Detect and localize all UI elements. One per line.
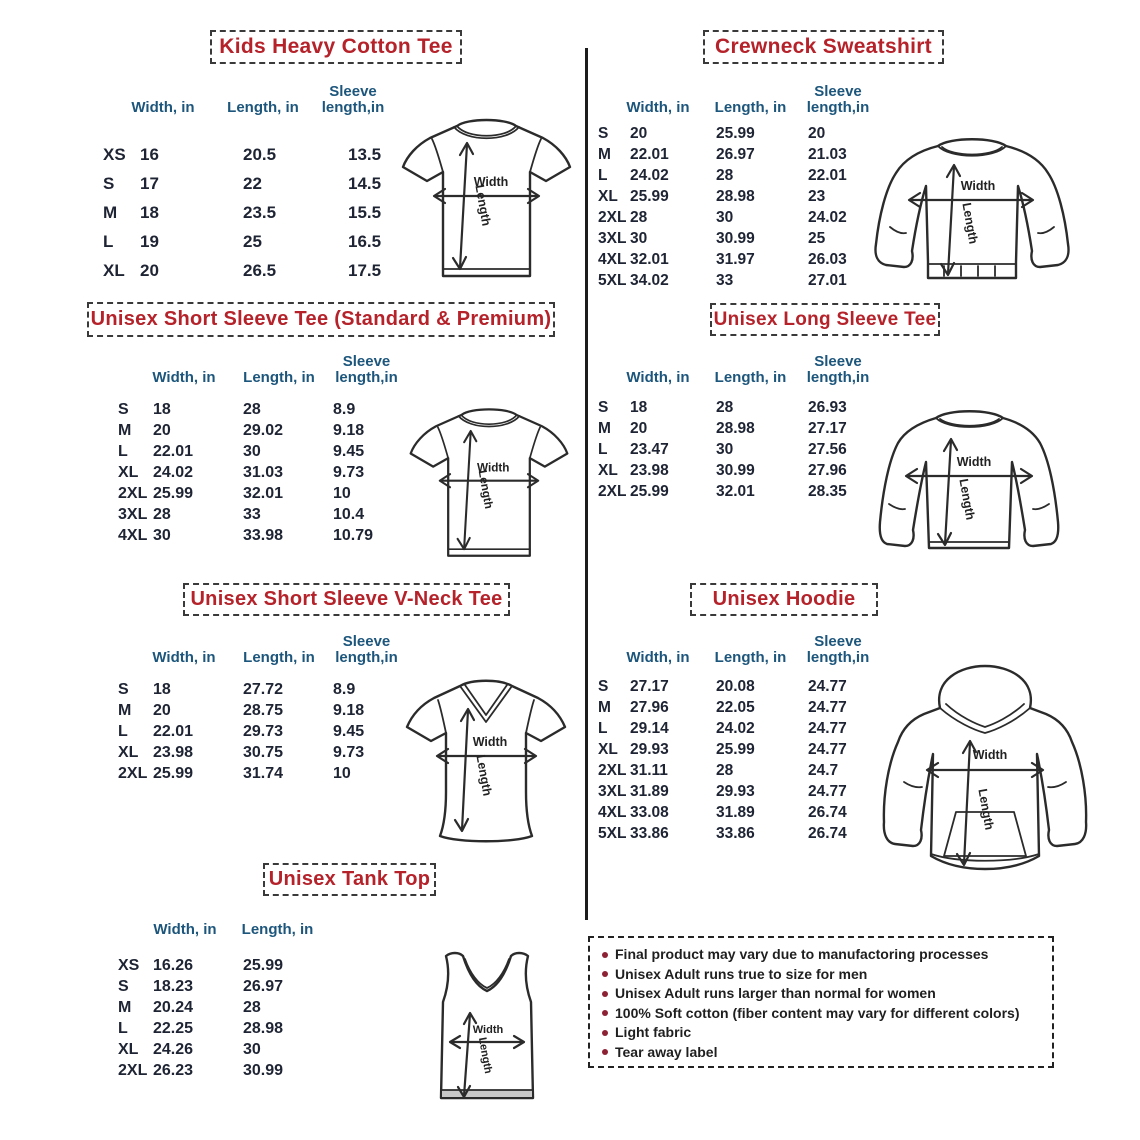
note-item [602,965,1040,985]
measurement-value: 29.14 [630,719,669,737]
measurement-value: 24.77 [808,782,847,800]
table-row [118,997,333,1018]
tee-illustration [393,110,580,288]
table-row [598,481,888,502]
note-text: Unisex Adult runs true to size for men [615,965,868,982]
measurement-value: 32.01 [716,482,755,500]
table-row [598,760,888,781]
bullet-icon [602,1030,608,1036]
column-header-length: Length, in [714,99,787,116]
measurement-value: 23.98 [153,743,194,761]
size-label: L [598,440,608,458]
size-label: 3XL [598,782,627,800]
measurement-value: 29.93 [716,782,755,800]
column-header-length: Length, in [714,369,787,386]
measurement-value: 19 [140,231,159,251]
table-row [118,721,413,742]
measurement-value: 30 [243,1040,261,1058]
measurement-value: 27.17 [630,677,669,695]
size-label: 5XL [598,824,627,842]
size-label: 4XL [598,803,627,821]
table-header-long-sleeve [608,348,883,386]
measurement-value: 32.01 [630,250,669,268]
measurement-value: 25.99 [630,187,669,205]
measurement-value: 28 [243,998,261,1016]
measurement-value: 18 [153,680,171,698]
table-row [598,397,888,418]
measurement-value: 25 [243,231,262,251]
table-row [118,399,413,420]
measurement-value: 26.74 [808,824,847,842]
measurement-value: 20 [630,419,648,437]
table-row [598,207,888,228]
measurement-value: 25.99 [153,764,194,782]
size-label: XL [118,463,139,481]
size-label: L [118,442,128,460]
hoodie-illustration [878,660,1093,888]
table-row [598,249,888,270]
size-label: L [118,1019,128,1037]
table-row [598,439,888,460]
size-label: L [103,231,114,251]
size-label: 3XL [118,505,148,523]
table-row [118,976,333,997]
size-table-kids-tee [103,140,428,285]
column-header-length: Length, in [243,369,315,386]
measurement-value: 30.99 [243,1061,284,1079]
size-label: M [118,421,132,439]
measurement-value: 29.93 [630,740,669,758]
measurement-value: 26.93 [808,398,847,416]
size-label: 2XL [598,761,627,779]
measurement-value: 20.24 [153,998,194,1016]
table-header-hoodie [608,628,883,666]
table-header-vneck [134,628,409,666]
measurement-value: 23 [808,187,826,205]
measurement-value: 10.4 [333,505,365,523]
measurement-value: 22.01 [630,145,669,163]
column-header-sleeve: Sleeve length,in [321,83,385,116]
column-header-sleeve: Sleeve length,in [335,353,398,386]
column-header-length: Length, in [227,99,299,116]
measurement-value: 30 [716,208,734,226]
section-title-vneck: Unisex Short Sleeve V-Neck Tee [183,583,510,616]
table-header-tank [135,908,320,938]
measurement-value: 13.5 [348,144,382,164]
measurement-value: 30.99 [716,461,755,479]
measurement-value: 22 [243,173,262,193]
length-label: Length [472,183,494,228]
width-label: Width [477,461,510,475]
measurement-value: 25.99 [243,956,284,974]
measurement-value: 27.17 [808,419,847,437]
table-row [118,462,413,483]
measurement-value: 8.9 [333,680,356,698]
measurement-value: 18.23 [153,977,194,995]
measurement-value: 33.86 [716,824,755,842]
width-label: Width [960,179,996,193]
size-table-tank [118,955,333,1081]
column-header-width: Width, in [626,649,690,666]
section-title-long-sleeve: Unisex Long Sleeve Tee [710,303,940,336]
measurement-value: 24.02 [153,463,194,481]
column-header-width: Width, in [152,369,216,386]
measurement-value: 20 [808,124,826,142]
table-row [598,739,888,760]
column-header-length: Length, in [243,649,315,666]
measurement-value: 22.01 [808,166,847,184]
notes-box [588,936,1054,1068]
measurement-value: 17.5 [348,260,382,280]
size-table-long-sleeve [598,397,888,502]
measurement-value: 30.75 [243,743,284,761]
measurement-value: 20 [153,701,171,719]
measurement-value: 24.02 [808,208,847,226]
size-label: S [118,400,129,418]
measurement-value: 29.73 [243,722,284,740]
table-row [598,144,888,165]
size-label: XL [598,461,618,479]
measurement-value: 28.35 [808,482,847,500]
measurement-value: 33 [716,271,734,289]
size-label: 2XL [118,484,148,502]
measurement-value: 16 [140,144,159,164]
measurement-value: 24.26 [153,1040,194,1058]
measurement-value: 20 [153,421,171,439]
table-row [118,1018,333,1039]
size-label: S [598,398,609,416]
measurement-value: 27.01 [808,271,847,289]
measurement-value: 10.79 [333,526,374,544]
measurement-value: 24.77 [808,677,847,695]
measurement-value: 9.73 [333,743,365,761]
size-label: M [118,998,132,1016]
note-text: Tear away label [615,1043,718,1060]
note-item [602,1023,1040,1043]
measurement-value: 30 [153,526,171,544]
measurement-value: 23.98 [630,461,669,479]
measurement-value: 20.5 [243,144,277,164]
size-label: XS [103,144,126,164]
hem-band [442,1090,532,1097]
measurement-value: 14.5 [348,173,382,193]
note-item [602,1004,1040,1024]
width-label: Width [956,455,992,469]
column-header-sleeve: Sleeve length,in [806,83,870,116]
size-label: 4XL [118,526,148,544]
measurement-value: 30 [716,440,734,458]
measurement-value: 20 [140,260,159,280]
table-row [598,165,888,186]
measurement-value: 18 [140,202,159,222]
measurement-value: 33 [243,505,261,523]
table-row [598,823,888,844]
column-header-length: Length, in [714,649,787,666]
note-item [602,984,1040,1004]
measurement-value: 9.45 [333,722,365,740]
measurement-value: 26.03 [808,250,847,268]
bullet-icon [602,991,608,997]
table-row [118,742,413,763]
measurement-value: 31.11 [630,761,668,779]
measurement-value: 27.72 [243,680,284,698]
size-label: XL [118,1040,139,1058]
measurement-value: 18 [630,398,648,416]
size-label: M [103,202,118,222]
size-label: L [598,166,608,184]
measurement-value: 28.98 [716,187,755,205]
size-label: M [598,698,611,716]
measurement-value: 28.98 [243,1019,284,1037]
measurement-value: 31.89 [716,803,755,821]
column-divider [585,48,588,920]
measurement-value: 31.89 [630,782,669,800]
column-header-sleeve: Sleeve length,in [806,353,870,386]
measurement-value: 25.99 [153,484,194,502]
table-row [103,169,428,198]
width-label: Width [473,175,509,189]
measurement-value: 9.18 [333,701,365,719]
measurement-value: 26.74 [808,803,847,821]
size-label: 5XL [598,271,627,289]
table-row [118,679,413,700]
measurement-value: 33.98 [243,526,284,544]
table-row [118,955,333,976]
table-row [598,228,888,249]
size-label: 3XL [598,229,627,247]
section-title-crewneck: Crewneck Sweatshirt [703,30,944,64]
note-text: Final product may vary due to manufactoring processes [615,946,989,962]
measurement-value: 34.02 [630,271,669,289]
measurement-value: 24.02 [630,166,669,184]
table-row [103,140,428,169]
table-row [118,441,413,462]
measurement-value: 25 [808,229,826,247]
measurement-value: 8.9 [333,400,356,418]
measurement-value: 24.02 [716,719,755,737]
measurement-value: 23.5 [243,202,277,222]
bullet-icon [602,1049,608,1055]
size-label: 2XL [118,764,148,782]
measurement-value: 26.5 [243,260,277,280]
measurement-value: 15.5 [348,202,382,222]
length-label: Length [473,753,495,798]
measurement-value: 23.47 [630,440,669,458]
measurement-value: 31.97 [716,250,755,268]
table-row [103,256,428,285]
table-row [118,763,413,784]
tee-illustration [398,400,580,567]
measurement-value: 31.03 [243,463,284,481]
measurement-value: 30 [243,442,261,460]
table-row [598,123,888,144]
measurement-value: 31.74 [243,764,284,782]
table-row [118,420,413,441]
measurement-value: 22.25 [153,1019,194,1037]
table-row [598,270,888,291]
measurement-value: 28 [630,208,648,226]
garment-outline [884,666,1086,869]
size-table-short-sleeve [118,399,413,546]
size-table-crewneck [598,123,888,291]
measurement-value: 33.86 [630,824,669,842]
measurement-value: 18 [153,400,171,418]
section-title-hoodie: Unisex Hoodie [690,583,878,616]
bullet-icon [602,1010,608,1016]
section-title-kids-tee: Kids Heavy Cotton Tee [210,30,462,64]
measurement-value: 28.98 [716,419,755,437]
column-header-sleeve: Sleeve length,in [806,633,870,666]
measurement-value: 16.26 [153,956,194,974]
table-row [103,198,428,227]
size-label: M [598,419,611,437]
measurement-value: 28 [716,398,734,416]
measurement-value: 26.23 [153,1061,194,1079]
bullet-icon [602,952,608,958]
note-text: Unisex Adult runs larger than normal for women [615,985,936,1001]
measurement-value: 9.45 [333,442,365,460]
size-label: XL [103,260,125,280]
measurement-value: 26.97 [243,977,284,995]
size-label: XL [118,743,139,761]
width-label: Width [972,748,1008,762]
table-row [118,700,413,721]
length-label: Length [475,469,496,510]
measurement-value: 28 [153,505,171,523]
column-header-width: Width, in [153,921,217,938]
bullet-icon [602,971,608,977]
measurement-value: 24.77 [808,719,847,737]
measurement-value: 32.01 [243,484,284,502]
note-text: Light fabric [615,1024,692,1040]
measurement-value: 9.73 [333,463,365,481]
table-row [598,697,888,718]
table-row [118,504,413,525]
size-label: M [118,701,132,719]
size-label: S [103,173,115,193]
column-header-width: Width, in [152,649,216,666]
column-header-sleeve: Sleeve length,in [335,633,398,666]
table-row [103,227,428,256]
measurement-value: 28 [243,400,261,418]
long-sleeve-tee-illustration [861,400,1079,570]
column-header-width: Width, in [626,99,690,116]
note-item [602,1043,1040,1063]
size-label: XS [118,956,140,974]
length-label: Length [975,787,997,832]
size-label: XL [598,740,618,758]
table-row [598,781,888,802]
table-row [598,802,888,823]
column-header-length: Length, in [241,921,314,938]
size-label: S [118,977,129,995]
measurement-value: 28 [716,761,734,779]
measurement-value: 28.75 [243,701,284,719]
size-label: S [118,680,129,698]
measurement-value: 22.05 [716,698,755,716]
table-row [598,460,888,481]
table-row [118,1060,333,1081]
table-header-kids-tee [113,78,393,116]
tank-top-illustration [426,950,549,1118]
measurement-value: 22.01 [153,722,194,740]
table-row [598,676,888,697]
measurement-value: 27.56 [808,440,847,458]
table-row [598,186,888,207]
note-item [602,945,1040,965]
width-label: Width [472,735,508,749]
table-row [118,483,413,504]
measurement-value: 27.96 [808,461,847,479]
measurement-value: 24.77 [808,698,847,716]
measurement-value: 16.5 [348,231,382,251]
size-label: 4XL [598,250,627,268]
measurement-value: 9.18 [333,421,365,439]
measurement-value: 29.02 [243,421,284,439]
length-label: Length [959,201,981,246]
measurement-value: 25.99 [630,482,669,500]
table-row [598,418,888,439]
table-header-crewneck [608,78,883,116]
column-header-width: Width, in [131,99,195,116]
size-table-hoodie [598,676,888,844]
size-label: M [598,145,611,163]
measurement-value: 30.99 [716,229,755,247]
measurement-value: 25.99 [716,740,755,758]
measurement-value: 30 [630,229,648,247]
measurement-value: 22.01 [153,442,194,460]
measurement-value: 24.77 [808,740,847,758]
measurement-value: 24.7 [808,761,839,779]
measurement-value: 20 [630,124,648,142]
measurement-value: 26.97 [716,145,755,163]
section-title-tank: Unisex Tank Top [263,863,436,896]
size-label: 2XL [118,1061,148,1079]
measurement-value: 21.03 [808,145,847,163]
measurement-value: 10 [333,484,351,502]
measurement-value: 33.08 [630,803,669,821]
measurement-value: 25.99 [716,124,755,142]
length-label: Length [475,1036,495,1075]
size-label: L [118,722,128,740]
column-header-width: Width, in [626,369,690,386]
table-row [118,525,413,546]
vneck-tee-illustration [400,672,572,844]
size-label: 2XL [598,208,627,226]
sweatshirt-illustration [866,126,1078,296]
measurement-value: 28 [716,166,734,184]
measurement-value: 10 [333,764,351,782]
table-row [118,1039,333,1060]
size-label: 2XL [598,482,627,500]
width-label: Width [472,1024,504,1036]
section-title-short-sleeve: Unisex Short Sleeve Tee (Standard & Premium) [87,302,555,337]
measurement-value: 27.96 [630,698,669,716]
measurement-value: 20.08 [716,677,755,695]
size-label: S [598,677,609,695]
size-label: L [598,719,608,737]
size-label: XL [598,187,618,205]
size-label: S [598,124,609,142]
table-header-short-sleeve [134,348,409,386]
size-table-vneck [118,679,413,784]
length-label: Length [956,477,978,522]
table-row [598,718,888,739]
note-text: 100% Soft cotton (fiber content may vary for different colors) [615,1004,1020,1021]
measurement-value: 17 [140,173,159,193]
